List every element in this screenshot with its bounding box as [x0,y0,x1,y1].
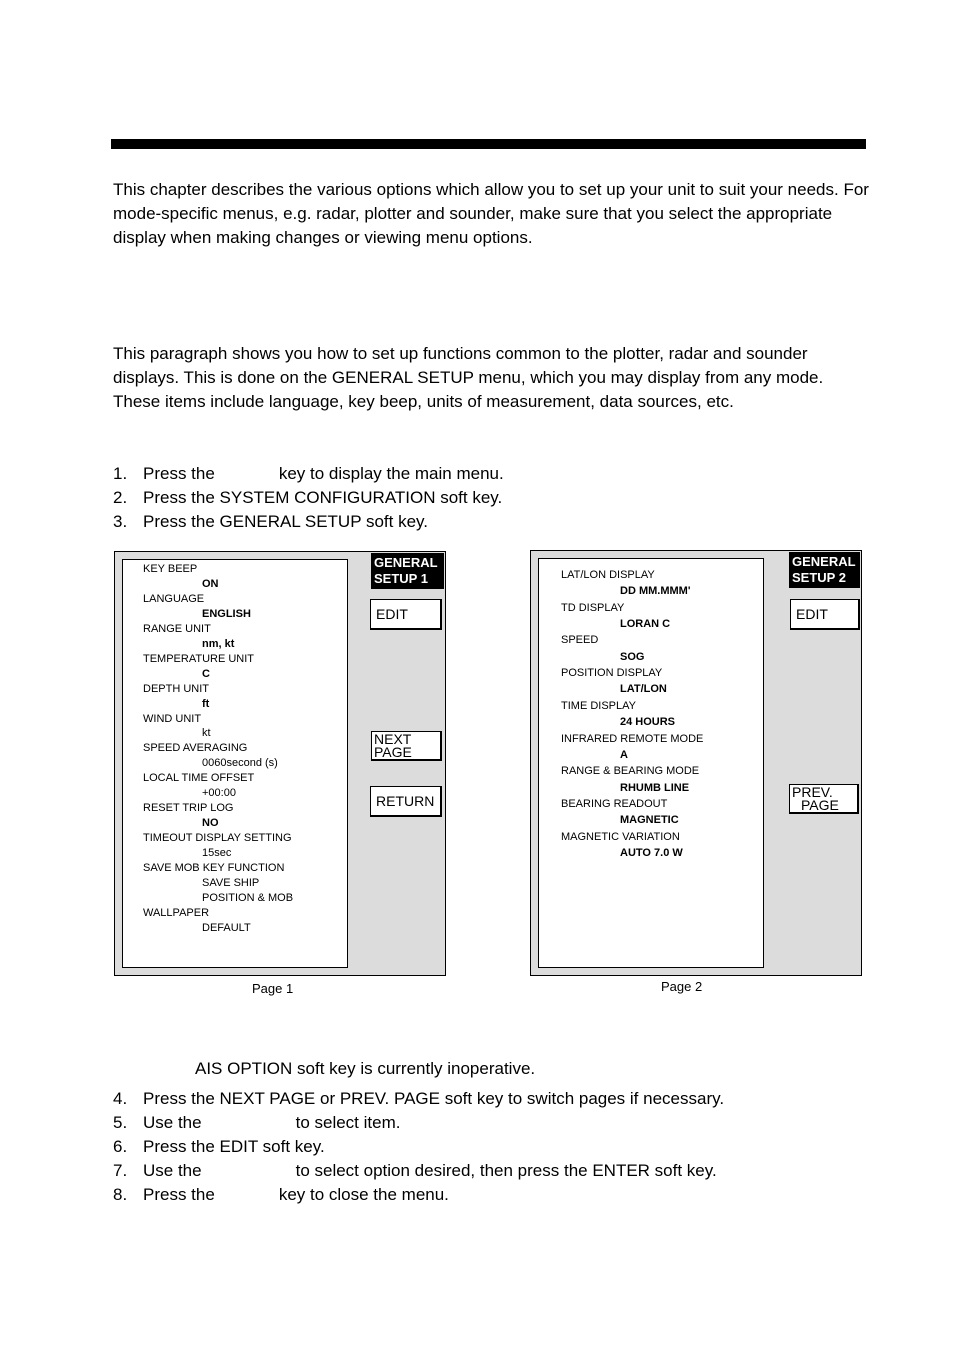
menu-item-label[interactable]: LOCAL TIME OFFSET [143,772,255,785]
menu-item-value: DEFAULT [202,921,251,934]
setup-page-2-panel [530,550,862,976]
menu-item-label[interactable]: LAT/LON DISPLAY [561,569,655,581]
menu-item-value: RHUMB LINE [620,781,690,794]
prev-page-button[interactable]: PREV. PAGE [789,784,859,814]
menu-item-label[interactable]: INFRARED REMOTE MODE [561,732,704,745]
return-button[interactable]: RETURN [370,786,442,817]
page-1-caption: Page 1 [252,981,294,996]
menu-item-value: +00:00 [202,787,236,800]
menu-item-value: POSITION & MOB [202,891,294,904]
step-item: 1. Press the key to display the main menu. [113,464,504,483]
menu-item-label[interactable]: WALLPAPER [143,906,210,919]
menu-item-label[interactable]: MAGNETIC VARIATION [561,830,680,843]
menu-item-label[interactable]: SPEED AVERAGING [143,742,248,755]
menu-item-value: A [620,748,628,761]
menu-item-value: AUTO 7.0 W [620,846,683,859]
menu-item-value: ENGLISH [202,607,251,620]
menu-item-label[interactable]: WIND UNIT [143,712,202,725]
menu-item-label[interactable]: SAVE MOB KEY FUNCTION [143,862,285,874]
menu-item-label[interactable]: KEY BEEP [143,563,198,575]
menu-item-label[interactable]: TIME DISPLAY [561,699,636,712]
menu-item-value: 24 HOURS [620,716,676,729]
step-item: 2. Press the SYSTEM CONFIGURATION soft key. [113,488,503,507]
menu-item-label[interactable]: POSITION DISPLAY [561,667,663,680]
next-page-button[interactable]: NEXT PAGE [371,731,442,761]
note-text: AIS OPTION soft key is currently inoperative. [195,1059,536,1078]
menu-item-value: NO [202,817,219,830]
intro-paragraph: This chapter describes the various options which allow you to set up your unit to suit your needs. For mode-specific menus, e.g. radar, plotter and sounder, make sure that you select the appropriate display when making changes or viewing menu options. [113,180,869,247]
menu-item-value: LORAN C [620,618,671,631]
menu-item-label[interactable]: TIMEOUT DISPLAY SETTING [143,832,292,845]
menu-item-value: SAVE SHIP [202,876,260,889]
menu-item-label[interactable]: RANGE UNIT [143,622,211,635]
menu-item-label[interactable]: BEARING READOUT [561,797,668,810]
menu-item-value: C [202,667,210,680]
general-setup-paragraph: This paragraph shows you how to set up functions common to the plotter, radar and sounder displays. This is done on the GENERAL SETUP menu, which you may display from any mode. These items include language, key beep, units of measurement, data sources, etc. [113,344,824,411]
general-setup-1-title: GENERAL SETUP 1 [371,553,444,589]
steps-list-b [113,1087,724,1207]
menu-item-value: 15sec [202,847,232,860]
page-2-caption: Page 2 [661,979,703,994]
menu-item-value: nm, kt [202,637,235,650]
menu-item-label[interactable]: RANGE & BEARING MODE [561,765,700,778]
step-item: 6. Press the EDIT soft key. [113,1137,325,1156]
menu-item-value: MAGNETIC [620,814,679,827]
step-item: 5. Use the to select item. [113,1113,401,1132]
menu-item-label[interactable]: TD DISPLAY [561,601,625,614]
menu-item-value: ft [202,697,210,710]
menu-item-value: 0060second (s) [202,757,278,770]
menu-item-label[interactable]: LANGUAGE [143,592,205,605]
edit-button-page-2[interactable]: EDIT [790,599,860,630]
step-item: 4. Press the NEXT PAGE or PREV. PAGE soft key to switch pages if necessary. [113,1089,725,1108]
menu-item-label[interactable]: SPEED [561,634,599,647]
steps-list-a [113,462,504,534]
general-setup-2-title: GENERAL SETUP 2 [789,552,860,588]
menu-item-value: kt [202,727,211,740]
menu-item-value: ON [202,577,219,590]
menu-item-value: DD MM.MMM' [620,585,691,598]
menu-item-label[interactable]: RESET TRIP LOG [143,802,234,815]
menu-item-value: LAT/LON [620,683,667,696]
step-item: 7. Use the to select option desired, then press the ENTER soft key. [113,1161,717,1180]
edit-button[interactable]: EDIT [370,599,442,630]
menu-item-label[interactable]: TEMPERATURE UNIT [143,652,255,665]
step-item: 8. Press the key to close the menu. [113,1185,449,1204]
menu-item-value: SOG [620,650,645,663]
chapter-rule [111,139,866,149]
menu-item-label[interactable]: DEPTH UNIT [143,682,209,695]
step-item: 3. Press the GENERAL SETUP soft key. [113,512,429,531]
